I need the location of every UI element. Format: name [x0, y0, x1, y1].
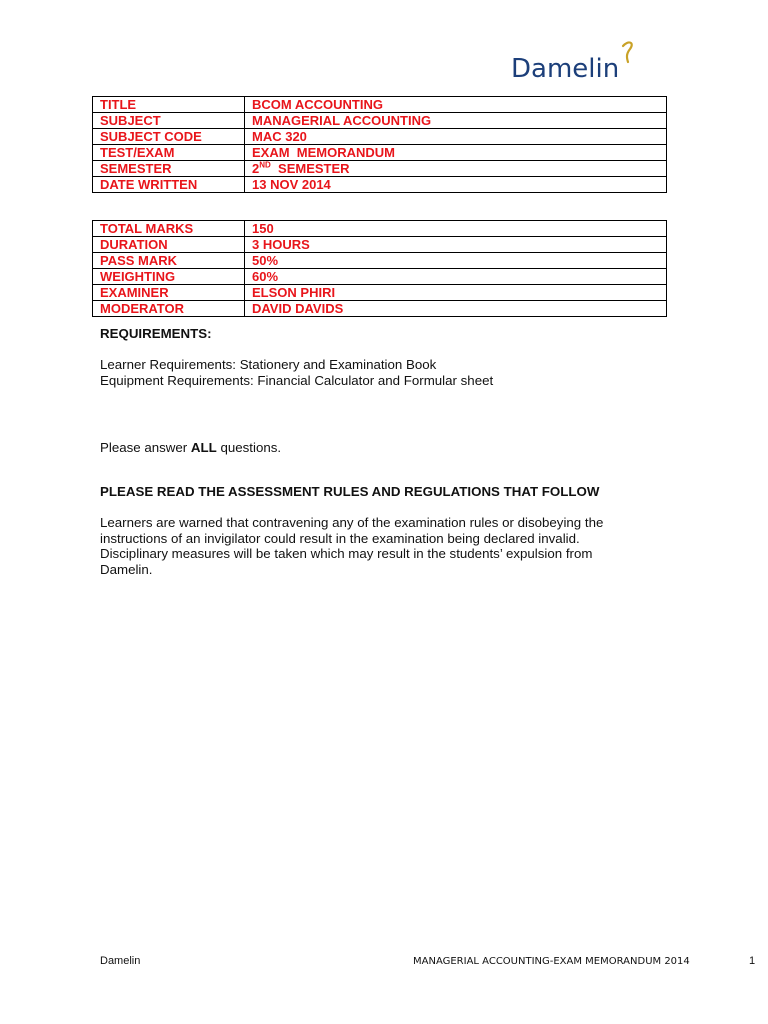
table-row: [93, 129, 667, 145]
requirements-list: [100, 357, 493, 388]
damelin-logo: [511, 40, 661, 86]
row-value: 50%: [245, 253, 667, 269]
answer-suffix: questions.: [216, 440, 282, 455]
row-label: PASS MARK: [93, 253, 245, 269]
warning-line: Disciplinary measures will be taken which may result in the students’ expulsion from: [100, 546, 593, 561]
table-row: [93, 237, 667, 253]
answer-instruction: [100, 440, 281, 456]
logo-text: Damelin: [511, 54, 620, 84]
row-value: MANAGERIAL ACCOUNTING: [245, 113, 667, 129]
row-label: SUBJECT: [93, 113, 245, 129]
footer-left: Damelin: [100, 955, 141, 967]
warning-line: Damelin.: [100, 561, 153, 577]
row-value: BCOM ACCOUNTING: [245, 97, 667, 113]
row-value: 3 HOURS: [245, 237, 667, 253]
row-label: TEST/EXAM: [93, 145, 245, 161]
table-row: [93, 113, 667, 129]
logo-swirl-icon: [619, 40, 639, 64]
footer-title: MANAGERIAL ACCOUNTING-EXAM MEMORANDUM 2014: [413, 956, 690, 967]
warning-line: Learners are warned that contravening any of the examination rules or disobeying the: [100, 515, 604, 530]
semester-word: SEMESTER: [270, 160, 350, 176]
table-row: [93, 269, 667, 285]
exam-header-table: [92, 96, 667, 193]
row-value: 150: [245, 221, 667, 237]
answer-prefix: Please answer: [100, 440, 191, 455]
row-value: EXAM MEMORANDUM: [245, 145, 667, 161]
page-number: 1: [749, 955, 756, 967]
semester-ordinal: ND: [259, 160, 271, 170]
row-label: DURATION: [93, 237, 245, 253]
row-value: 13 NOV 2014: [245, 177, 667, 193]
learner-requirements: Learner Requirements: Stationery and Examination Book: [100, 357, 437, 372]
table-row: [93, 145, 667, 161]
row-label: TITLE: [93, 97, 245, 113]
rules-heading: PLEASE READ THE ASSESSMENT RULES AND REGULATIONS THAT FOLLOW: [100, 484, 600, 499]
row-value-semester: [245, 161, 667, 177]
table-row: [93, 97, 667, 113]
warning-paragraph: [100, 515, 660, 577]
row-label: SEMESTER: [93, 161, 245, 177]
requirements-heading: REQUIREMENTS:: [100, 326, 212, 341]
semester-number: 2: [252, 160, 260, 176]
table-row: [93, 221, 667, 237]
equipment-requirements: Equipment Requirements: Financial Calculator and Formular sheet: [100, 372, 494, 388]
table-row: [93, 285, 667, 301]
table-row: [93, 161, 667, 177]
table-row: [93, 253, 667, 269]
row-value: MAC 320: [245, 129, 667, 145]
row-label: TOTAL MARKS: [93, 221, 245, 237]
row-value: DAVID DAVIDS: [245, 301, 667, 317]
warning-line: instructions of an invigilator could result in the examination being declared invalid.: [100, 530, 580, 546]
row-label: MODERATOR: [93, 301, 245, 317]
row-label: SUBJECT CODE: [93, 129, 245, 145]
row-label: WEIGHTING: [93, 269, 245, 285]
row-label: EXAMINER: [93, 285, 245, 301]
marks-table: [92, 220, 667, 317]
row-value: ELSON PHIRI: [245, 285, 667, 301]
table-row: [93, 301, 667, 317]
answer-emphasis: ALL: [190, 440, 217, 455]
row-value: 60%: [245, 269, 667, 285]
row-label: DATE WRITTEN: [93, 177, 245, 193]
table-row: [93, 177, 667, 193]
